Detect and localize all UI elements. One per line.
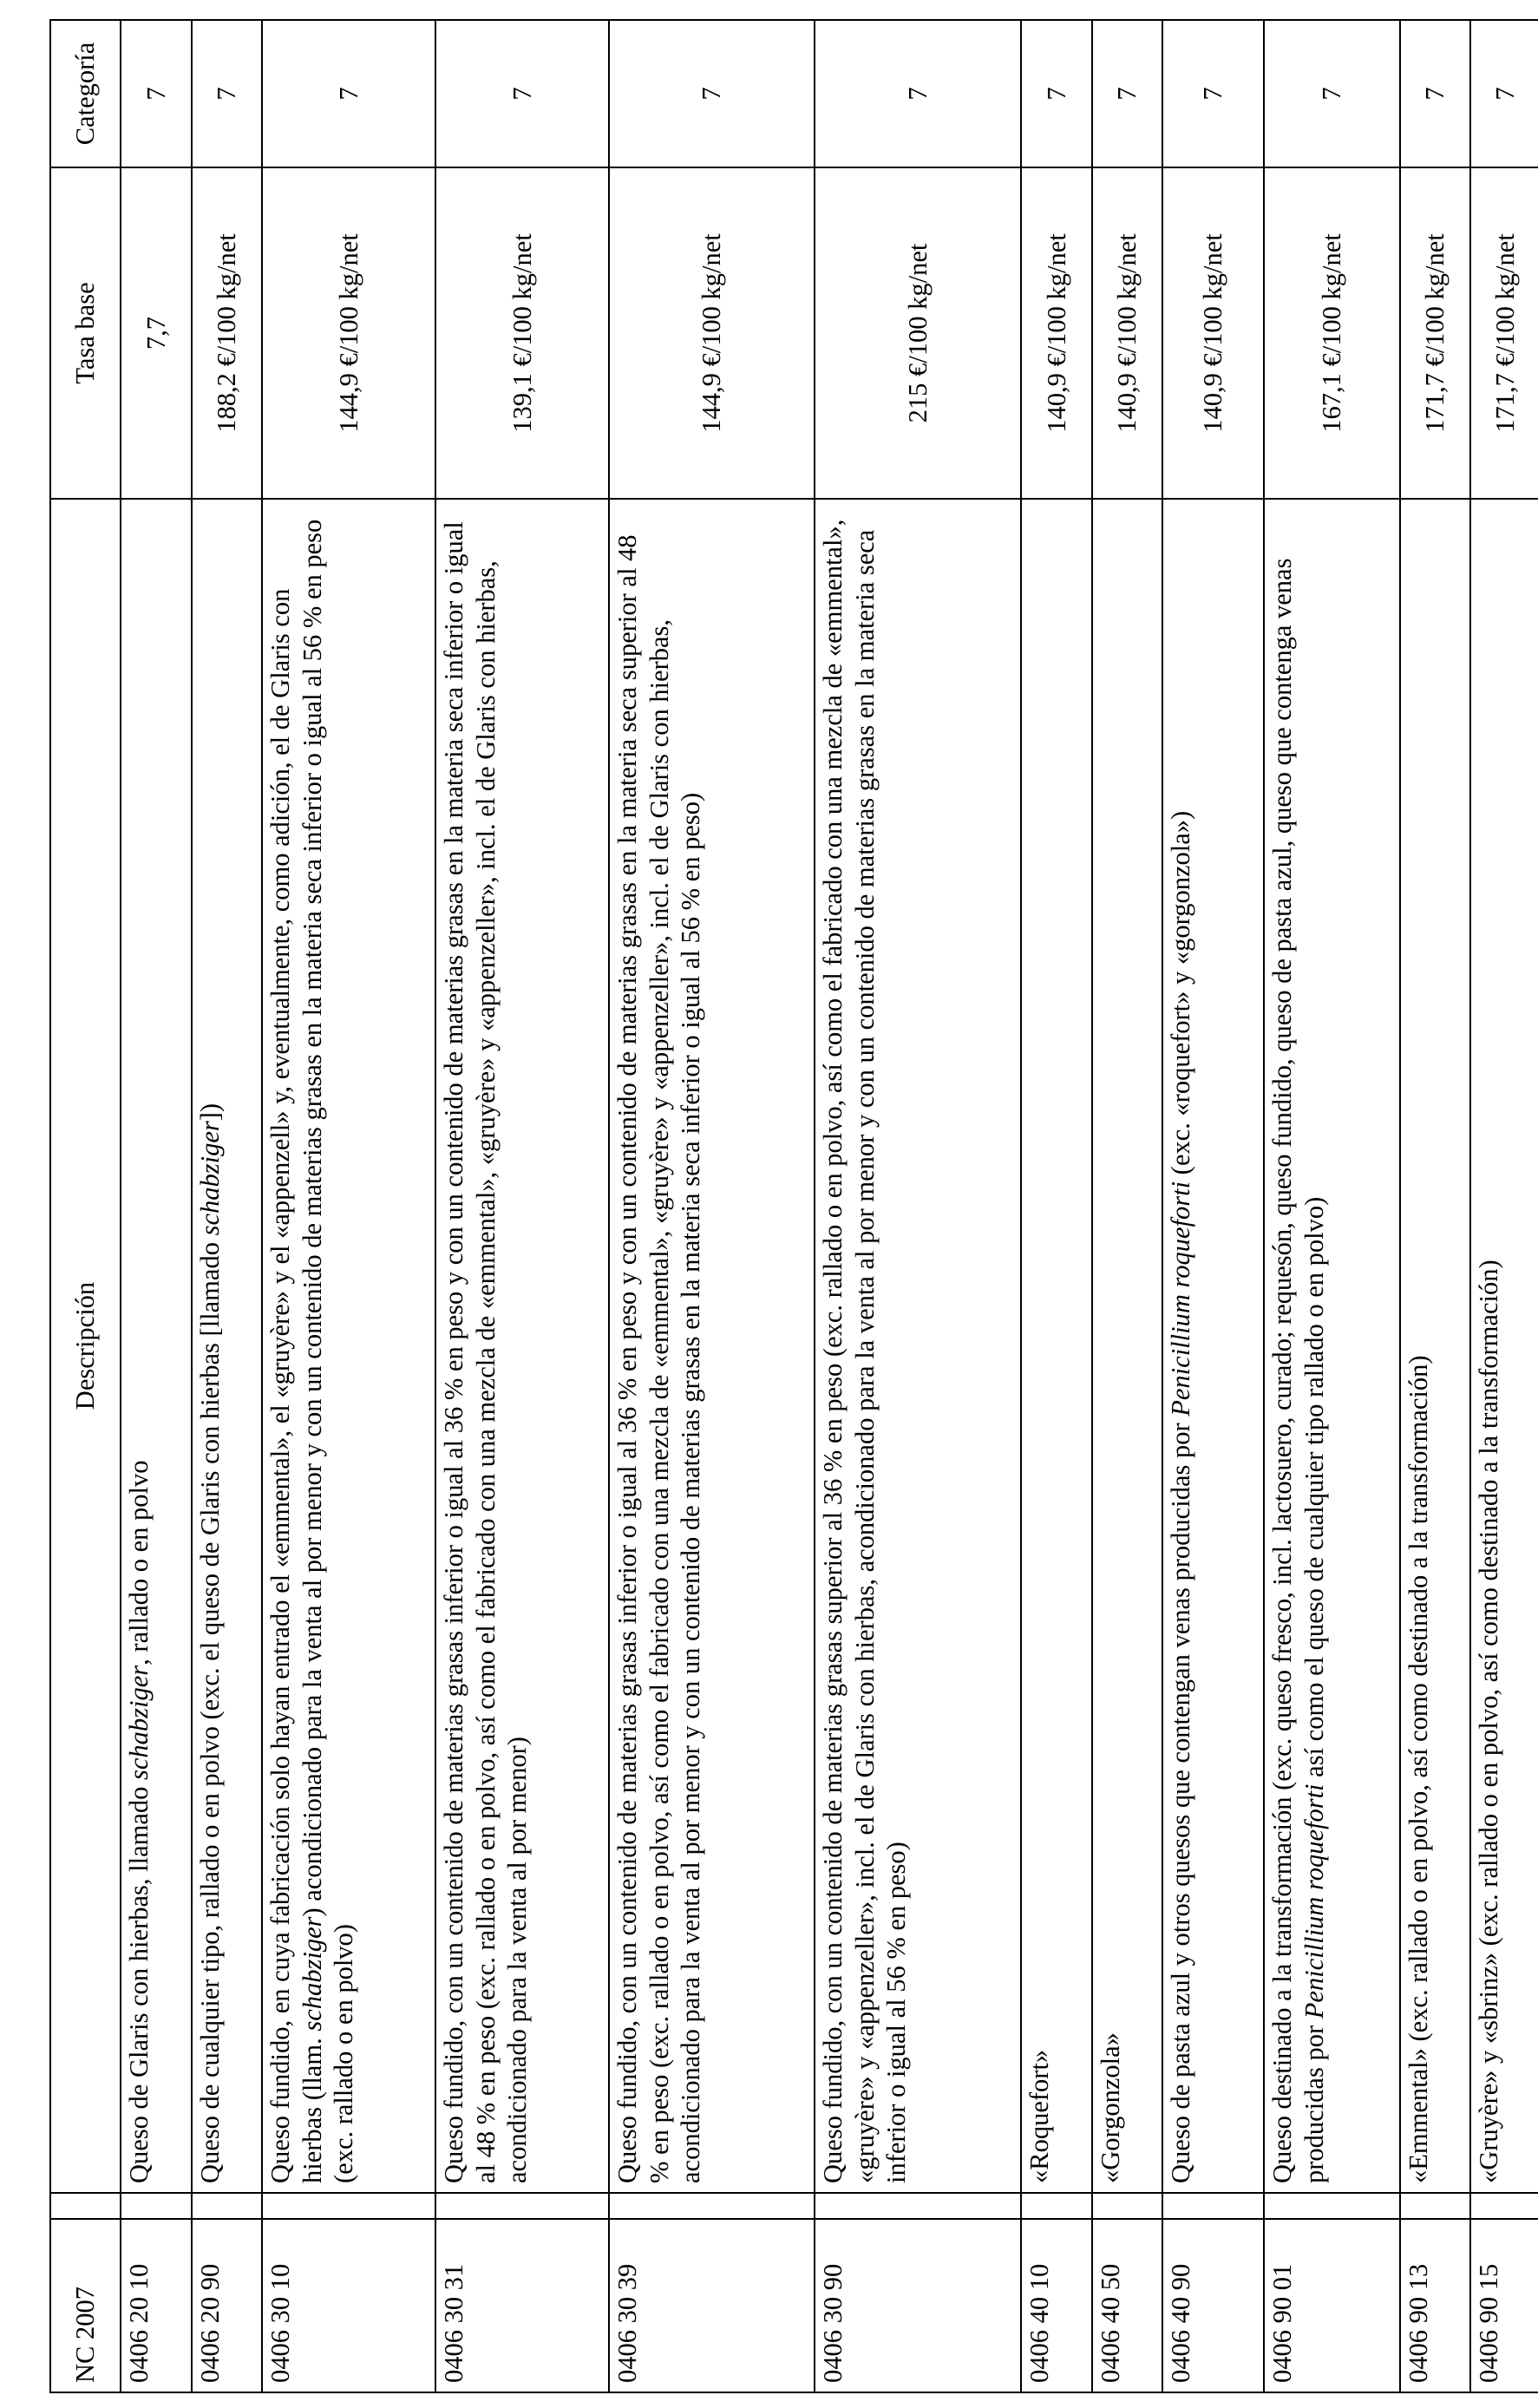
table-row [1092, 20, 1162, 2392]
cell-nc-code: 0406 40 50 [1092, 2219, 1162, 2392]
description-text: Queso de Glaris con hierbas, llamado [124, 1780, 154, 2183]
cell-categoria: 7 [1021, 20, 1092, 167]
cell-tasa-base: 140,9 €/100 kg/net [1092, 167, 1162, 499]
rotated-table-wrapper [49, 21, 1521, 2393]
cell-tasa-base: 144,9 €/100 kg/net [262, 167, 435, 499]
table-row [815, 20, 1021, 2392]
description-text: «Roquefort» [1024, 2049, 1054, 2183]
cell-categoria: 7 [1400, 20, 1470, 167]
cell-tasa-base: 171,7 €/100 kg/net [1400, 167, 1470, 499]
table-row [1400, 20, 1470, 2392]
description-italic-term: schabziger [297, 1916, 327, 2032]
cell-nc-code: 0406 40 90 [1162, 2219, 1264, 2392]
cell-categoria: 7 [121, 20, 192, 167]
cell-description [262, 499, 435, 2193]
table-row [1264, 20, 1400, 2392]
description-text: Queso fundido, con un contenido de materias grasas inferior o igual al 36 % en peso y con un contenido de materias grasas en la materia seca superior al 48 % en peso (exc. rallado o en polvo, así como el fabricado con una mezcla de «emmental», «gruyère» y «appenzeller», incl. el de Glaris con hierbas, acondicionado para la venta al por menor y con un contenido de materias grasas en la materia seca inferior o igual al 56 % en peso) [612, 534, 706, 2183]
cell-spacer [1021, 2193, 1092, 2219]
description-text: Queso fundido, en cuya fabricación solo hayan entrado el «emmental», el «gruyère» y el «appenzell» y, eventualmente, como adición, el de Glaris con hierbas (llam. [265, 588, 327, 2183]
cell-description [435, 499, 609, 2193]
cell-categoria: 7 [609, 20, 815, 167]
cell-tasa-base: 188,2 €/100 kg/net [192, 167, 262, 499]
cell-nc-code: 0406 90 01 [1264, 2219, 1400, 2392]
cell-tasa-base: 167,1 €/100 kg/net [1264, 167, 1400, 499]
cell-description [1021, 499, 1092, 2193]
cell-spacer [1400, 2193, 1470, 2219]
cell-nc-code: 0406 30 90 [815, 2219, 1021, 2392]
cell-spacer [435, 2193, 609, 2219]
description-italic-term: Penicillium roqueforti [1299, 1783, 1329, 2019]
description-text: «Gorgonzola» [1096, 2032, 1125, 2183]
description-text: ]) [195, 1103, 225, 1122]
cell-tasa-base: 144,9 €/100 kg/net [609, 167, 815, 499]
table-row [1162, 20, 1264, 2392]
description-text: «Gruyère» y «sbrinz» (exc. rallado o en polvo, así como destinado a la transformación) [1474, 1260, 1503, 2183]
description-text: (exc. «roquefort» y «gorgonzola») [1166, 810, 1195, 1181]
table-row [1470, 20, 1538, 2392]
cell-description [1162, 499, 1264, 2193]
cell-tasa-base: 139,1 €/100 kg/net [435, 167, 609, 499]
description-text: , rallado o en polvo [124, 1460, 154, 1665]
cell-nc-code: 0406 30 10 [262, 2219, 435, 2392]
header-row [50, 20, 121, 2392]
cell-spacer [121, 2193, 192, 2219]
description-italic-term: schabziger [124, 1665, 154, 1780]
cell-tasa-base: 140,9 €/100 kg/net [1162, 167, 1264, 499]
table-body [121, 20, 1538, 2392]
cell-spacer [262, 2193, 435, 2219]
description-text: así como el queso de cualquier tipo rallado o en polvo) [1299, 1196, 1329, 1784]
cell-spacer [1264, 2193, 1400, 2219]
cell-description [815, 499, 1021, 2193]
description-text: Queso fundido, con un contenido de materias grasas inferior o igual al 36 % en peso y con un contenido de materias grasas en la materia seca inferior o igual al 48 % en peso (exc. rallado o en polvo, así como el fabricado con una mezcla de «emmental», «gruyère» y «appenzeller», incl. el de Glaris con hierbas, acondicionado para la venta al por menor) [439, 521, 533, 2183]
description-text: ) acondicionado para la venta al por menor y con un contenido de materias grasas en la materia seca inferior o igual al 56 % en peso (exc. rallado o en polvo) [297, 519, 359, 2183]
description-text: «Emmental» (exc. rallado o en polvo, así como destinado a la transformación) [1404, 1355, 1433, 2183]
cell-description [1264, 499, 1400, 2193]
table-row [609, 20, 815, 2392]
cell-categoria: 7 [815, 20, 1021, 167]
cell-categoria: 7 [1162, 20, 1264, 167]
cell-spacer [815, 2193, 1021, 2219]
cell-nc-code: 0406 90 13 [1400, 2219, 1470, 2392]
header-description: Descripción [50, 499, 121, 2193]
table-row [435, 20, 609, 2392]
cell-tasa-base: 140,9 €/100 kg/net [1021, 167, 1092, 499]
table-row [1021, 20, 1092, 2392]
table-row [262, 20, 435, 2392]
description-italic-term: schabziger [195, 1121, 225, 1236]
cell-categoria: 7 [192, 20, 262, 167]
cell-tasa-base: 215 €/100 kg/net [815, 167, 1021, 499]
cell-spacer [1092, 2193, 1162, 2219]
cell-categoria: 7 [262, 20, 435, 167]
header-nc: NC 2007 [50, 2219, 121, 2392]
cell-description [121, 499, 192, 2193]
cell-spacer [192, 2193, 262, 2219]
description-italic-term: Penicillium roqueforti [1166, 1181, 1195, 1417]
description-text: Queso de cualquier tipo, rallado o en polvo (exc. el queso de Glaris con hierbas [llamado [195, 1235, 225, 2183]
cell-categoria: 7 [435, 20, 609, 167]
table-row [192, 20, 262, 2392]
table-row [121, 20, 192, 2392]
cell-description [1470, 499, 1538, 2193]
cell-nc-code: 0406 30 39 [609, 2219, 815, 2392]
cell-description [1400, 499, 1470, 2193]
cell-nc-code: 0406 20 10 [121, 2219, 192, 2392]
cell-spacer [1162, 2193, 1264, 2219]
cell-tasa-base: 171,7 €/100 kg/net [1470, 167, 1538, 499]
cell-spacer [1470, 2193, 1538, 2219]
header-spacer [50, 2193, 121, 2219]
cell-categoria: 7 [1470, 20, 1538, 167]
cell-tasa-base: 7,7 [121, 167, 192, 499]
cell-spacer [609, 2193, 815, 2219]
header-tasa-base: Tasa base [50, 167, 121, 499]
cell-categoria: 7 [1264, 20, 1400, 167]
cell-nc-code: 0406 30 31 [435, 2219, 609, 2392]
cell-categoria: 7 [1092, 20, 1162, 167]
header-categoria: Categoría [50, 20, 121, 167]
description-text: Queso de pasta azul y otros quesos que contengan venas producidas por [1166, 1416, 1195, 2183]
tariff-table [49, 19, 1538, 2393]
description-text: Queso destinado a la transformación (exc. queso fresco, incl. lactosuero, curado; requesón, queso fundido, queso de pasta azul, queso que contenga venas producidas por [1267, 558, 1329, 2183]
description-text: Queso fundido, con un contenido de materias grasas superior al 36 % en peso (exc. rallado o en polvo, así como el fabricado con una mezcla de «emmental», «gruyère» y «appenzeller», incl. el de Glaris con hierbas, acondicionado para la venta al por menor y con un contenido de materias grasas en la materia seca inferior o igual al 56 % en peso) [818, 519, 912, 2183]
cell-description [1092, 499, 1162, 2193]
cell-nc-code: 0406 40 10 [1021, 2219, 1092, 2392]
cell-nc-code: 0406 20 90 [192, 2219, 262, 2392]
cell-description [192, 499, 262, 2193]
cell-description [609, 499, 815, 2193]
cell-nc-code: 0406 90 15 [1470, 2219, 1538, 2392]
